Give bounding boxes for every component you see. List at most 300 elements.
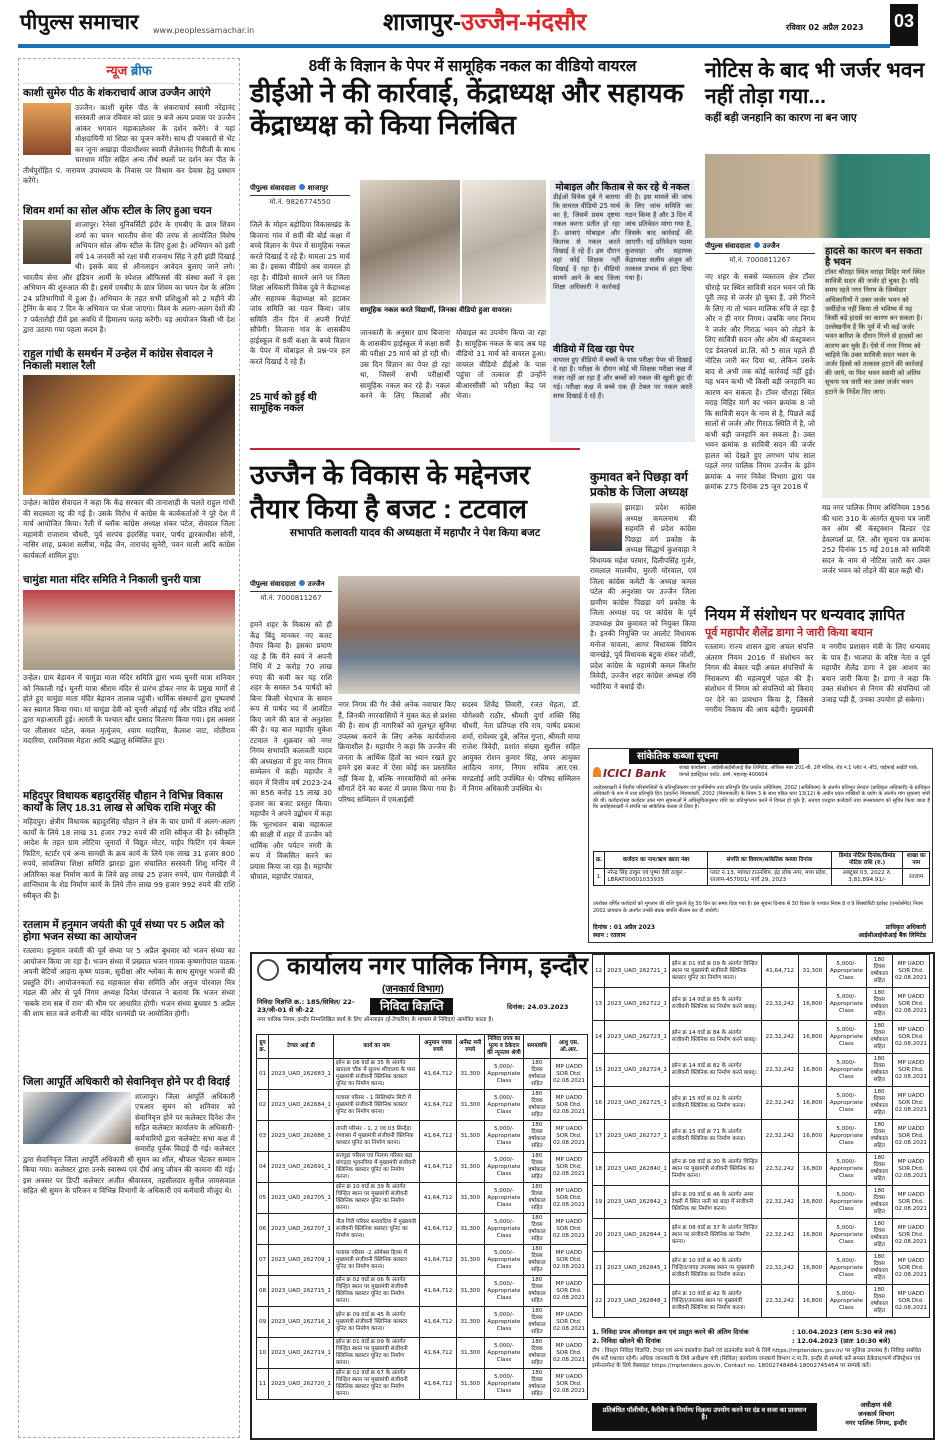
cell: झोन क्र 14 वार्ड क्र 82 के अंतर्गत संजीवनी क्लिनिक का निर्माण करने बाबद्।: [669, 1054, 761, 1087]
cell: 2023_UAD_262705_1: [269, 1183, 334, 1214]
brief-photo: [23, 103, 71, 155]
budget-text-3: सदस्य शिवेंद्र तिवारी, रजत मेहता, डॉ. योगेश्वरी राठौर, श्रीमती दुर्गा शक्ति सिंह चौधरी, नेता प्रतिपक्ष रवि राय, पार्षद प्रकाश शर्मा, रामेश्वर दुबे, अनिल गुप्ता, श्रीमती माया राजेश त्रिवेदी, प्रशांत संख्या सुशील सहित आयुक्त रोशन कुमार सिंह, अपर आयुक्त आदित्य नागर, निगम सचिव आर.एस. मण्डलोई आदि उपस्थित थे। परिषद सम्मिलन में निगम अधिकारी उपस्थित थे।: [462, 700, 580, 793]
cell: 180 दिवस वर्षाकाल सहित: [866, 1153, 892, 1186]
table-row: [257, 1245, 588, 1276]
cell: 180 दिवस वर्षाकाल सहित: [524, 1121, 551, 1152]
section-title-a: शाजापुर-: [383, 9, 461, 36]
cell: पलासा परिसर -2 ओमेक्स हिल्स में मुख्यमंत्री संजीवनी क्लिनिक क्लस्टर यूनिट का निर्माण करना।: [333, 1245, 419, 1276]
cell: 15: [593, 1054, 605, 1087]
cell: 16,800: [798, 988, 826, 1021]
brief-text: उज्जैन। काशी सुमेरु पीठ के शंकराचार्य स्वामी नरेंद्रानंद सरस्वती आज रविवार को प्रातः 9 बजे अल्प प्रवास पर उज्जैन आकर भगवान महाकालेश्वर के दर्शन करेंगे। वे यहां मोक्षदायिनी मां शिप्रा का पूजन करेंगे। साथ ही पत्रकारों से भेंट कर जूना अखाड़ा पीठाधीश्वर स्वामी शैलेशानंद गिरीजी के साथ चारधाम मंदिर सहित अन्य तीर्थ स्थलों पर दर्शन कर पीठ के तीर्थपुरोहित पं. नारायण उपाध्याय के निवास पर विश्राम कर देवास हेतु प्रस्थान करेंगे।: [23, 102, 235, 186]
box-text: टॉवर चौराहा स्थित वराहा मिहिर मार्ग स्थित सावित्री सदन की जर्जर हो चुका है। यदि समय रहते नगर निगम के जिम्मेदार अधिकारियों ने उक्त जर्जर भवन को जमींदोज नहीं किया तो भविष्य में यह किसी बड़े हादसे का कारण बन सकता है। उल्लेखनीय है कि पूर्व में भी कई जर्जर भवन बारिश के दौरान गिरने से हादसों का कारण बन चुके हैं। ऐसे में नगर निगम को चाहिये कि उक्त सावित्री सदन भवन के जर्जर हिस्से को तत्काल हटाने की कार्रवाई की जाये, या फिर भवन स्वामी को अंतिम सूचना पत्र जारी कर उक्त जर्जर भवन हटाने के निर्देश दिए जाएं।: [825, 268, 925, 396]
last-date-row: [592, 1328, 930, 1337]
cell: 2023_UAD_262722_1: [605, 988, 670, 1021]
brief-title: काशी सुमेरु पीठ के शंकराचार्य आज उज्जैन आएंगे: [23, 87, 211, 100]
cell: 02: [257, 1090, 269, 1121]
cell: 22,32,242: [762, 1186, 799, 1219]
cell: 180 दिवस वर्षाकाल सहित: [524, 1214, 551, 1245]
byline-city: शाजापुर: [307, 184, 329, 192]
cell: 180 दिवस वर्षाकाल सहित: [524, 1245, 551, 1276]
notice-byline: [705, 242, 815, 265]
cell: 5,000/- Appropriate Class: [827, 955, 866, 988]
col-header: कार्य का नाम: [333, 1035, 419, 1059]
cell: 19: [593, 1186, 605, 1219]
lead-story: [250, 58, 695, 438]
table-row: [593, 1153, 930, 1186]
cell: झोन क्र 08 वार्ड क्र 30 के अंतर्गत चिन्हित स्थान पर मुख्यमंत्री संजीवनी क्लिनिक का निर्माण करना।: [669, 1153, 761, 1186]
table-row: [593, 1087, 930, 1120]
cell: झोन क्र 09 वार्ड क्र 45 के अंतर्गत मुख्यमंत्री संजीवनी क्लिनिक क्लस्टर यूनिट का निर्माण करना।: [333, 1307, 419, 1338]
cell: 31,300: [456, 1152, 484, 1183]
cell: 31,300: [456, 1090, 484, 1121]
table-row: [257, 1090, 588, 1121]
cell: 41,64,712: [420, 1338, 456, 1369]
col-header: डिमांड नोटिस दिनांक/डिमांड नोटिस राशि (रु.): [831, 852, 903, 869]
cell: 5,000/- Appropriate Class: [827, 1252, 866, 1285]
cell: झोन क्र 14 वार्ड क्र 85 के अंतर्गत संजीवनी क्लिनिक का निर्माण करने बाबद्।: [669, 988, 761, 1021]
cell: 41,64,712: [420, 1121, 456, 1152]
masthead-rule: [18, 44, 890, 48]
cell: 16,800: [798, 1252, 826, 1285]
cell: 180 दिवस वर्षाकाल सहित: [866, 1186, 892, 1219]
cell: झोन क्र 15 वार्ड क्र 71 के अंतर्गत संजीवनी क्लिनिक का निर्माण करना।: [669, 1120, 761, 1153]
cell: 5,000/- Appropriate Class: [484, 1307, 523, 1338]
cell: MP UADD SOR Dtd. 02.08.2021: [892, 1054, 929, 1087]
box-text-2: वायरल हुए वीडियो में बच्चों के पास परीक्षा पेपर भी दिखाई दे रहा है। परीक्षा के दौरान कोई भी शिक्षक परीक्षा कक्ष में नजर नहीं आ रहा है और बच्चों को नकल की खुली छूट दी गई। परीक्षा कक्ष में बच्चे एक ही टेबल पर नकल करते साफ दिखाई दे रहे हैं।: [553, 355, 692, 400]
budget-byline: [250, 580, 332, 603]
cell: 17: [593, 1120, 605, 1153]
kumawat-photo: [590, 503, 622, 551]
cell: 41,64,712: [420, 1059, 456, 1090]
notice-title: सांकेतिक कब्जा सूचना: [629, 749, 799, 764]
box-text: डीईओ विवेक दुबे ने बताया कि वायरल वीडियो 25 मार्च का है, जिसमें प्रथम दृष्टया नकल करना प्रतीत हो रहा है। छात्राएं मोबाइल और किताब से नकल करते दिखाई दे रहे हैं। इस दौरान वहां कोई शिक्षक नहीं दिखाई दे रहा है। वीडियो सामने आने के बाद जिला शिक्षा अधिकारी ने कार्रवाई की है। इस मामले की जांच के लिए जांच समिति का गठन किया है और 3 दिन में जांच प्रतिवेदन मांगा गया है, जिसके बाद कार्रवाई की जाएगी। नई प्रतिवेदन पदमा कुशवाहा और सहायक केंद्राध्यक्ष सलीम अंजुम को तत्काल प्रभाव से हटा दिया गया है।: [553, 193, 692, 292]
cell: 10: [257, 1338, 269, 1369]
opening-date-value: : 12.04.2023 (प्रातः 10:30 बजे): [792, 1337, 891, 1345]
cell: नील गिरी परिसर सनावदिया में मुख्यमंत्री संजीवनी क्लिनिक क्लस्टर यूनिट का निर्माण करना।: [333, 1214, 419, 1245]
table-row: [593, 1054, 930, 1087]
cell: MP UADD SOR Dtd. 02.08.2021: [892, 1219, 929, 1252]
cell: 5,000/- Appropriate Class: [484, 1338, 523, 1369]
brief-title: रतलाम में हनुमान जयंती की पूर्व संध्या पर 5 अप्रैल को होगा भजन संध्या का आयोजन: [23, 919, 225, 943]
cell: 22,32,242: [762, 988, 799, 1021]
cell: 22,32,242: [762, 1087, 799, 1120]
reporter-mobile: मो.नं. 7000811267: [260, 594, 322, 602]
niyam-story: [705, 607, 930, 743]
cell: 2023_UAD_262844_1: [605, 1219, 670, 1252]
brief-title: चामुंडा माता मंदिर समिति ने निकाली चुनरी यात्रा: [23, 574, 201, 587]
notice-text: नए शहर के सबसे व्यस्ततम क्षेत्र टॉवर चौराहे पर स्थित सावित्री सदन भवन जो कि पूरी तरह से जर्जर हो चुका है, उसे गिराने के लिए ना तो भवन मालिक रुचि ले रहा है और न ही नगर निगम। जबकि नगर निगम ने जर्जर और गिराऊ भवन को तोड़ने के लिए सावित्री सदन और ओम श्री कंस्ट्रक्शन एंड डेवलपर्स प्रा.लि. को 5 साल पहले ही नोटिस जारी कर दिया था, लेकिन उसके बाद से अभी तक कोई कार्रवाई नहीं हुई। यह भवन कभी भी किसी बड़ी जनहानि का कारण बन सकता है। टॉवर चौराहा स्थित वराह मिहिर मार्ग का भवन क्रमांक 8 जो कि सावित्री सदन के नाम से है, पिछले कई सालों से जर्जर और गिराऊ स्थिति में है, जो कभी बड़ी जनहानि कर सकता है। उक्त भवन क्रमांक 8 सावित्री सदन की जर्जर हालत को देखते हुए लगभग पांच साल पहले नगर पालिक निगम उज्जैन के झोन क्रमांक 4 नगर निवेश विभाग द्वारा पत्र क्रमांक 275 दिनांक 25 जून 2018 में: [705, 272, 815, 491]
table-row: [257, 1121, 588, 1152]
col-header: शाखा का नाम: [903, 852, 930, 869]
cell: 16: [593, 1087, 605, 1120]
brief-item: [23, 349, 235, 572]
cell: 5,000/- Appropriate Class: [484, 1276, 523, 1307]
brief-item: [23, 206, 235, 347]
cell: 09: [257, 1307, 269, 1338]
cell: झोन क्र 01 वार्ड क्र 09 के अंतर्गत चिन्हित स्थान पर मुख्यमंत्री संजीवनी क्लिनिक क्लस्टर यूनिट का निर्माण करना।: [333, 1338, 419, 1369]
cell: 2023_UAD_262686_1: [269, 1121, 334, 1152]
cell: 16,800: [798, 1186, 826, 1219]
col-header: टेण्डर आई डी: [269, 1035, 334, 1059]
brief-photo: [23, 590, 235, 670]
tender-table-left: [256, 1034, 588, 1400]
notice-headline: नोटिस के बाद भी जर्जर भवन नहीं तोड़ा गया...: [705, 59, 925, 108]
cell: 180 दिवस वर्षाकाल सहित: [524, 1307, 551, 1338]
budget-story: [250, 448, 580, 943]
table-row: [593, 1186, 930, 1219]
branch-office: शाखा कार्यालय : आईसीआईसीआई बैंक लिमिटेड, ऑफिस नंबर 201-बी, 2री मंजिल, रोड नं.1 प्लॉट नं.-बी3, वाईफाई आईटी पार्क, वागले इंडस्ट्रियल एस्टेट, ठाणे, महाराष्ट्र-400604: [679, 765, 919, 778]
cell: 180 दिवस वर्षाकाल सहित: [866, 955, 892, 988]
cell: 16,800: [798, 1120, 826, 1153]
cell: 13: [593, 988, 605, 1021]
label-news: न्यूज: [106, 63, 131, 78]
cell: 18: [593, 1153, 605, 1186]
table-row: [593, 1021, 930, 1054]
brief-text: रतलाम। हनुमान जयंती की पूर्व संध्या पर 5 अप्रैल बुधवार को भजन संध्या का आयोजन किया जा रहा है। भजन संध्या में प्रख्यात भजन गायक कृष्णगोपाल पाठक अपनी बेटियों आहना कृष्ण पाठक, सुदीक्षा और श्लोका के साथ सुमधुर भजनों की प्रस्तुति देंगे। आयोजनकर्ता रुद्र महाकाल सेवा समिति और अनुज पोरवाल मित्र मंडल की ओर से पूर्व निगम अध्यक्ष दिनेश पोरवाल ने बताया कि भजन संध्या 'सबके राम सब में राम' की थीम पर आधारित होगी। भजन संध्या बुधवार 5 अप्रैल की शाम सात बजे शनीजी का मंदिर धानमंडी पर आयोजित होगी।: [23, 946, 235, 1019]
budget-photo: [338, 576, 580, 694]
cell: 2023_UAD_262709_1: [269, 1245, 334, 1276]
table-row: [257, 1183, 588, 1214]
kumawat-text: झारड़ा। प्रदेश कांग्रेस अध्यक्ष कमलनाथ की सहमति से प्रदेश कांग्रेस पिछड़ा वर्ग प्रकोष्ठ के अध्यक्ष सिद्धार्थ कुशवाहा ने विधायक महेश परमार, दिलीपसिंह गुर्जर, रामलाल मालवीय, मुरली मोरवाल, एवं जिला कांग्रेस कमेटी के अध्यक्ष कमल पटेल की अनुशंसा पर उज्जैन जिला ग्रामीण कांग्रेस पिछड़ा वर्ग प्रकोष्ठ के जिला अध्यक्ष पद पर कांग्रेस के पूर्व उपाध्यक्ष प्रेम कुमावत को नियुक्त किया है। इनकी नियुक्ति पर आलोट विधायक मनोज चावला, आगर विधायक विपिन वानखेड़े, पूर्व विधायक बटुक शंकर जोशी, प्रदेश कांग्रेस के महामंत्री कमल किशोर त्रिवेदी, उज्जैन शहर कांग्रेस अध्यक्ष रवि भदौरिया ने बधाई दी।: [590, 503, 697, 691]
table-row: [257, 1059, 588, 1090]
cell: 22,32,242: [762, 1285, 799, 1318]
cell: झोन क्र 08 वार्ड क्र 35 के अंतर्गत खातला चौक में सुलभ शौचालय के पास मुख्यमंत्री संजीवनी क्लिनिक क्लस्टर यूनिट का निर्माण करना।: [333, 1059, 419, 1090]
news-brief-column: [18, 58, 240, 1438]
byline-reporter: पीपुल्स संवाददाता: [705, 242, 751, 250]
cell: 5,000/- Appropriate Class: [827, 1120, 866, 1153]
kumawat-headline: कुमावत बने पिछड़ा वर्ग प्रकोष्ठ के जिला अध्यक्ष: [590, 470, 688, 499]
notice-date-place: [593, 924, 655, 940]
cell: 5,000/- Appropriate Class: [484, 1152, 523, 1183]
table-row: [593, 1285, 930, 1318]
cell: 2023_UAD_262684_1: [269, 1090, 334, 1121]
table-row: [593, 988, 930, 1021]
tender-dates: [592, 1328, 930, 1346]
cell: 06: [257, 1214, 269, 1245]
brief-text: शाजापुर। रेनेसां यूनिवर्सिटी इंदौर के एमबीए के छात्र शिवम शर्मा का चयन भारतीय सेना की तरफ से आयोजित विशेष अभियान सोल ऑफ स्टील के लिए हुआ है। अभियान को इसी वर्ष 14 जनवरी को रक्षा मंत्री राजनाथ सिंह ने हरी झंडी दिखाई थी। इसके बाद से ऑनलाइन आवेदन बुलाए जाने लगे। भारतीय सेना और इंडियन आर्मी के स्पेशल ऑफिसर्स की संस्था क्लॉ ने इस अभियान की शुरुआत की है। इसमें एमबीए के छात्र शिवम का चयन देश के अंतिम 24 प्रतिभागियों में हुआ है। अभियान के तहत सभी प्रशिक्षुओं को 2 महीने की ट्रेनिंग के बाद 7 दिन के अभियान पर भेजा जाएगा। विश्व के अलग-अलग देशों की 7 पर्वतारोही टीमें इस अवधि में हिमालय फतह करेंगी। यह आयोजन किसी भी देश द्वारा उठाया गया पहला कदम है।: [23, 220, 235, 335]
table-row: [257, 1276, 588, 1307]
cell: 41,64,712: [420, 1245, 456, 1276]
cell: 2023_UAD_262707_1: [269, 1214, 334, 1245]
col-header: क्र.: [594, 852, 605, 869]
cell: 5,000/- Appropriate Class: [484, 1369, 523, 1400]
cell: 180 दिवस वर्षाकाल सहित: [866, 1054, 892, 1087]
cell: झोन क्र 01 वार्ड क्र 09 के अंतर्गत चिन्हित स्थान पर मुख्यमंत्री संजीवनी क्लिनिक क्लस्टर यूनिट का निर्माण करना।: [669, 955, 761, 988]
section-title-b: उज्जैन-मंदसौर: [461, 9, 587, 36]
cell: 180 दिवस वर्षाकाल सहित: [866, 1087, 892, 1120]
cell: झोन क्र 02 वार्ड क्र 67 के अंतर्गत चिन्हित स्थान पर मुख्यमंत्री संजीवनी क्लिनिक क्लस्टर यूनिट का निर्माण करना।: [333, 1369, 419, 1400]
col-header: ग्रुप क्र.: [257, 1035, 269, 1059]
byline-city: उज्जैन: [762, 242, 780, 250]
byline-reporter: पीपुल्स संवाददाता: [250, 184, 296, 192]
cell: झोन क्र 08 वार्ड क्र 37 के अंतर्गत चिन्हित स्थान पर संजीवनी क्लिनिक का निर्माण करना।: [669, 1219, 761, 1252]
cell: 08: [257, 1276, 269, 1307]
table-row: [257, 1338, 588, 1369]
byline-reporter: पीपुल्स संवाददाता: [250, 580, 296, 588]
brief-photo: [23, 375, 235, 495]
cell: 2023_UAD_262848_1: [605, 1285, 670, 1318]
opening-date-row: [592, 1337, 930, 1346]
cell: 180 दिवस वर्षाकाल सहित: [866, 1252, 892, 1285]
table-row: [593, 1219, 930, 1252]
brief-item: [23, 791, 235, 917]
cell: 14: [593, 1021, 605, 1054]
notice-text-2: मप्र नगर पालिक निगम अधिनियम 1956 की धारा 310 के अंतर्गत सूचना पत्र जारी कर ओम श्री कंस्ट्रक्शन बिल्डर एंड डेवलपर्स प्रा. लि. और सूचना पत्र क्रमांक 252 दिनांक 15 मई 2018 को सावित्री सदन के नाम से नोटिस जारी कर उक्त जर्जर भवन को तोड़ने की बात कही थी।: [822, 503, 930, 575]
brief-text: उन्हेल। ग्राम बेड़ावन में चामुंडा माता मंदिर समिति द्वारा भव्य चुनरी यात्रा शनिवार को निकाली गई। चुनरी यात्रा श्रीराम मंदिर से प्रारंभ होकर नगर के प्रमुख मार्गों से होते हुए चामुंडा माता मंदिर बेड़ावन तालाब पहुंची। धार्मिक संस्थानों द्वारा पुष्पवर्षा कर स्वागत किया गया। मां चामुंडा देवी को चुनरी ओढ़ाई गई और पंडित रविंद्र शर्मा द्वारा महाआरती हुई। आरती के पश्चात खीर प्रसाद वितरण किया गया। इस अवसर पर लीलाधर पटेल, कमल मृत्युंजय, श्याम मदारिया, कैलाश जाट, मोतीराम मदारिया, रामनिवास मेहता आदि श्रद्धालु सम्मिलित हुए।: [23, 673, 235, 746]
cell: 2023_UAD_262683_1: [269, 1059, 334, 1090]
bullet-icon: [299, 580, 305, 586]
brief-title: शिवम शर्मा का सोल ऑफ स्टील के लिए हुआ चयन: [23, 204, 212, 217]
cell: 31,300: [456, 1307, 484, 1338]
box-title-2: वीडियो में दिख रहा पेपर: [553, 344, 634, 356]
cell: 2023_UAD_262720_1: [269, 1369, 334, 1400]
tender-date: दिनांक: 24.03.2023: [507, 1003, 569, 1011]
cell: ताप्ती परिसर - 1, 2 एवं 03 सिन्देड़ा रंगवासा में मुख्यमंत्री संजीवनी क्लिनिक क्लस्टर यूनिट का निर्माण करना।: [333, 1121, 419, 1152]
cell: 2023_UAD_262845_1: [605, 1252, 670, 1285]
cell: 41,64,712: [420, 1214, 456, 1245]
cell: पलासा परिसर - 1 सिलिकॉन सिटी में मुख्यमंत्री संजीवनी क्लिनिक क्लस्टर यूनिट का निर्माण करना।: [333, 1090, 419, 1121]
cell: झोन क्र 14 वार्ड क्र 84 के अंतर्गत संजीवनी क्लिनिक का निर्माण करने बाबद्।: [669, 1021, 761, 1054]
niyam-subhead: पूर्व महापौर शैलेंद्र डागा ने जारी किया बयान: [705, 627, 873, 640]
notice-place: स्थान : रतलाम: [593, 932, 626, 939]
brief-text: महिदपुर। क्षेत्रीय विधायक बहादुरसिंह चौहान ने क्षेत्र के चार ग्रामों में अलग-अलग कार्यों के लिये 18 लाख 31 हजार 792 रुपये की राशि स्वीकृत की है। स्वीकृति आदेश के तहत ग्राम लोटिया जुनार्दा में विद्युत मोटर, पाईप फिटिंग एवं केबल फिटिंग, स्टार्टर एवं अन्य सामग्री के क्रय कार्य के लिये एक लाख 31 हजार 800 रुपये, सांवलिया शिक्षा समिति झारड़ा द्वारा संचालित सरस्वती शिशु मन्दिर में अतिरिक्त कक्ष निर्माण कार्य के लिये छह लाख 25 हजार रुपये, ग्राम गेलाखेड़ी में शान्तिधाम के शेड निर्माण कार्य के लिये तीन लाख 99 हजार 992 रुपये की राशि स्वीकृत की है।: [23, 817, 235, 900]
cell: 5,000/- Appropriate Class: [827, 1219, 866, 1252]
brief-title: राहुल गांधी के समर्थन में उन्हेल में कांग्रेस सेवादल ने निकाली मशाल रैली: [23, 348, 213, 372]
cell: 16,800: [798, 1285, 826, 1318]
cell: 180 दिवस वर्षाकाल सहित: [866, 1285, 892, 1318]
niyam-headline: नियम में संशोधन पर धन्यवाद ज्ञापित: [705, 607, 905, 624]
cell: 5,000/- Appropriate Class: [827, 1054, 866, 1087]
cell: 41,64,712: [420, 1369, 456, 1400]
cell: MP UADD SOR Dtd. 02.08.2021: [550, 1307, 587, 1338]
tender-intro: नगर पालिक निगम, इन्दौर निम्नलिखित कार्य के लिए ऑनलाइन (ई-टेण्डरिंग) के माध्यम से निविदाएं आमंत्रित करता है।: [257, 1017, 494, 1023]
sign-title: अधीक्षण यंत्री: [860, 1401, 892, 1409]
notice-subhead: कहीं बड़ी जनहानि का कारण ना बन जाए: [705, 112, 857, 124]
cell: झोन क्र 15 वार्ड क्र 02 के अंतर्गत संजीवनी क्लिनिक का निर्माण करना।: [669, 1087, 761, 1120]
brief-item: [23, 575, 235, 788]
cell: MP UADD SOR Dtd. 02.08.2021: [550, 1183, 587, 1214]
cell: 22,32,242: [762, 1021, 799, 1054]
col-header: समयावधि: [524, 1035, 551, 1059]
tender-title: कार्यालय नगर पालिक निगम, इन्दौर: [287, 953, 589, 980]
cell: 5,000/- Appropriate Class: [827, 1021, 866, 1054]
cell: MP UADD SOR Dtd. 02.08.2021: [550, 1059, 587, 1090]
cell: 5,000/- Appropriate Class: [484, 1183, 523, 1214]
notice-sidebar-box: [822, 243, 930, 498]
brief-photo: [23, 220, 71, 264]
cell: 31,300: [456, 1276, 484, 1307]
opening-date-label: 2. निविदा खोलने की दिनांक: [592, 1337, 661, 1345]
notice-text: अधोहस्ताक्षरी ने वित्तीय परिसंपत्तियों के प्रतिभूतिकरण एवं पुनर्निर्माण तथा प्रतिभूति हित प्रवर्तन अधिनियम, 2002 (अधिनियम) के अंतर्गत प्रतिभूत लेनदार (प्राधिकृत अधिकारी) के प्राधिकृत अधिकारी के रूप में तथा प्रतिभूति हित (प्रवर्तन) नियमावली, 2002 (नियमावली) के नियम 3 के साथ पठित धारा 13(12) के अधीन प्रदत्त शक्तियों के प्रयोग के अंतर्गत मांग सूचनाएं जारी की थीं। कर्जदार/सह कर्जदार उक्त मांग सूचनाओं में अधिसूचितानुसार राशि का प्रतिभुगतान करने में विफल हो चुके हैं, अतएव एतद्वारा कर्जदारों तथा जनसाधारण को सूचित किया जाता है कि अधोहस्ताक्षरी ने संपत्ति का सांकेतिक कब्जा ले लिया है।: [593, 785, 930, 811]
kumawat-story: [590, 470, 696, 740]
col-header: कर्जदार का नाम/ऋण खाता नंबर: [605, 852, 708, 869]
table-row: [257, 1307, 588, 1338]
cell: MP UADD SOR Dtd. 02.08.2021: [892, 1186, 929, 1219]
sign-org: नगर पालिक निगम, इन्दौर: [845, 1419, 907, 1427]
cell: MP UADD SOR Dtd. 02.08.2021: [892, 1285, 929, 1318]
cell: 22,32,242: [762, 1054, 799, 1087]
cell: झोन क्र 10 वार्ड क्र 42 के अंतर्गत चिन्हित/उपलब्ध स्थान पर मुख्यमंत्री संजीवनी क्लिनिक का निर्माण करना।: [669, 1285, 761, 1318]
story-rule: [250, 448, 580, 450]
cell: रतलाम: [903, 869, 930, 886]
bank-icon: [593, 767, 601, 777]
cell: 5,000/- Appropriate Class: [827, 1186, 866, 1219]
table-row: [594, 869, 930, 886]
lead-subhead: 25 मार्च को हुई थी सामूहिक नकल: [250, 392, 317, 414]
cell: सतपुड़ा परिसर एवं निलाम परिसर बड़ा बांगड़दा भुवनपिया में मुख्यमंत्री संजीवनी क्लिनिक क्लस्टर यूनिट का निर्माण करना।: [333, 1152, 419, 1183]
notice-signatory: [858, 924, 926, 940]
brief-item: [23, 920, 235, 1074]
cell: 5,000/- Appropriate Class: [827, 988, 866, 1021]
cell: नरेन्द्र सिंह ठाकुर एवं पुष्पा देवी ठाकुर - LBRAT00001033935: [605, 869, 708, 886]
cell: 2023_UAD_262691_1: [269, 1152, 334, 1183]
cell: 16,800: [798, 1054, 826, 1087]
cell: MP UADD SOR Dtd. 02.08.2021: [550, 1276, 587, 1307]
cell: MP UADD SOR Dtd. 02.08.2021: [550, 1152, 587, 1183]
cell: MP UADD SOR Dtd. 02.08.2021: [550, 1245, 587, 1276]
cell: झोन क्र 10 वार्ड क्र 39 के अंतर्गत चिन्हित स्थान पर मुख्यमंत्री संजीवनी क्लिनिक क्लस्टर यूनिट का निर्माण करना।: [333, 1183, 419, 1214]
cell: 2023_UAD_262840_1: [605, 1153, 670, 1186]
col-header: संपत्ति का विवरण/सांकेतिक कब्जा दिनांक: [708, 852, 832, 869]
table-row: [257, 1152, 588, 1183]
cell: अक्टूबर 03, 2022 रु. 3,81,894.91/-: [831, 869, 903, 886]
photo-caption: सामूहिक नकल करते विद्यार्थी, जिनका वीडियो हुआ वायरल।: [360, 306, 512, 314]
budget-subhead: सभापति कलावती यादव की अध्यक्षता में महापौर ने पेश किया बजट: [289, 527, 541, 539]
cell: MP UADD SOR Dtd. 02.08.2021: [892, 1153, 929, 1186]
brief-photo: [23, 1092, 131, 1144]
table-row: [257, 1214, 588, 1245]
cell: 31,300: [456, 1338, 484, 1369]
cell: 2023_UAD_262719_1: [269, 1338, 334, 1369]
cell: 31,300: [456, 1183, 484, 1214]
lead-text-2: जानकारी के अनुसार ग्राम बिजाना के शासकीय हाईस्कूल में कक्षा 8वीं की परीक्षा 25 मार्च को हो रही थी। उस दिन विज्ञान का पेपर हो रहा था, जिसमें सभी परीक्षार्थी सामूहिक नकल कर रहे हैं। नकल करने के लिए किताबों और मोबाइल का उपयोग किया जा रहा है। सामूहिक नकल के बाद अब यह वीडियो 31 मार्च को वायरल हुआ। वायरल वीडियो डीईओ के पास पहुंचा तो तत्काल ही उन्होंने बीआरसीसी को परीक्षा केंद्र पर भेजा।: [360, 328, 546, 400]
budget-text: हमने शहर के विकास को ही केंद्र बिंदु मानकर नए बजट तैयार किया है। इसका प्रमाण यह है कि मैंने स्वयं ने अपनी निधि में 2 करोड़ 70 लाख रुपए की कमी कर यह राशि शहर के समस्त 54 पार्षदों को बिना किसी भेदभाव के समान रूप से पार्षद मद में आवंटित किए जाने की बात से अनुशंसा की है। यह बात महापौर मुकेश टटवाल ने शुक्रवार को नगर निगम सभापति कलावती यादव की अध्यक्षता में हुए नगर निगम सम्मेलन में कही। महापौर ने सदन में वित्तीय वर्ष 2023-24 का 856 करोड़ 15 लाख 30 हजार का बजट प्रस्तुत किया। महापौर ने अपने उद्बोधन में कहा कि भूतभावन बाबा महाकाल की साक्षी में शहर में उज्जैन को धार्मिक और पर्यटन नगरी के रूप में विकसित करने का प्रयास किया जा रहा है। महापौर चौपाल, महापौर पंचायत,: [250, 620, 332, 881]
icici-logo: [593, 767, 666, 780]
cell: 41,64,712: [420, 1307, 456, 1338]
col-header: अर्नेस्ट मनी रुपये: [456, 1035, 484, 1059]
cell: 5,000/- Appropriate Class: [827, 1285, 866, 1318]
col-header: अनुमान पत्रक रुपये: [420, 1035, 456, 1059]
sign-title: प्राधिकृत अधिकारी: [885, 924, 926, 931]
budget-headline: उज्जैन के विकास के मद्देनजर तैयार किया है बजट : टटवाल: [250, 460, 530, 524]
last-date-label: 1. निविदा प्रपत्र ऑनलाइन क्रय एवं प्रस्तुत करने की अंतिम दिनांक: [592, 1328, 749, 1336]
sign-dept: जनकार्य विभाग: [857, 1410, 895, 1418]
cell: 180 दिवस वर्षाकाल सहित: [524, 1369, 551, 1400]
cell: 31,300: [456, 1214, 484, 1245]
cell: MP UADD SOR Dtd. 02.08.2021: [892, 1120, 929, 1153]
lead-sidebar-box: [550, 180, 695, 442]
cell: प्लाट नं.13, म्यांवत टाउनशिप, इंद्र लोक नगर, मध्य प्रदेश, रतलाम-457001/ मार्च 29, 2023: [708, 869, 832, 886]
cell: 180 दिवस वर्षाकाल सहित: [866, 1021, 892, 1054]
reporter-mobile: मो.नं. 7000811267: [729, 256, 791, 264]
cell: MP UADD SOR Dtd. 02.08.2021: [550, 1338, 587, 1369]
tender-remark: टीप : विस्तृत निविदा विज्ञप्ति, टेण्डर एवं अन्य दस्तावेज देखने एवं डाउनलोड करने के लिये https://mptenders.gov.in/ पर सुविधा उपलब्ध है। निविदा संबंधित शेष शर्तें यथावत रहेगी। अधिक जानकारी के लिये अधीक्षण यंत्री (सिविल) कार्यालय जनकार्य विभाग न.पा.नि. इन्दौर से सम्पर्क करें समस्त ठेकेदार/फर्म रजिस्ट्रेशन एवं इम्पेनलमेन्ट के लिये वेबसाइट https://mptenders.gov.in, Contact no. 18002748484-18002745454 पर सम्पर्क करें।: [592, 1348, 922, 1369]
icici-possession-notice: [588, 748, 933, 943]
cell: 22,32,242: [762, 1252, 799, 1285]
cell: 180 दिवस वर्षाकाल सहित: [524, 1338, 551, 1369]
cell: 180 दिवस वर्षाकाल सहित: [866, 1219, 892, 1252]
cell: 1.: [594, 869, 605, 886]
cell: 31,300: [456, 1059, 484, 1090]
cell: 41,64,712: [420, 1276, 456, 1307]
cell: MP UADD SOR Dtd. 02.08.2021: [550, 1121, 587, 1152]
budget-text-2: नगर निगम की गैर जैसे अनेक नवाचार किए हैं, जिनकी नगरवासियों ने मुक्त कंठ से प्रशंसा की है। साथ ही नागरिकों को मूलभूत सुविधा उपलब्ध कराने के लिए अनेक कार्ययोजना क्रियाशील है। महापौर ने कहा कि उज्जैन की जनता के आर्थिक हितों का ध्यान रखते हुए हमने इस बजट में ऐसा कोई कर प्रस्तावित नहीं किया है, बल्कि नगरवासियों को अनेक सौगातें देने का बजट में प्रयास किया गया है। परिषद सम्मिलन में एमआईसी: [338, 700, 456, 804]
cell: झोन क्र 02 वार्ड क्र 06 के अंतर्गत चिन्हित स्थान पर मुख्यमंत्री संजीवनी क्लिनिक क्लस्टर यूनिट का निर्माण करना।: [333, 1276, 419, 1307]
cell: 41,64,712: [762, 955, 799, 988]
cell: 180 दिवस वर्षाकाल सहित: [866, 1120, 892, 1153]
cell: 16,800: [798, 1087, 826, 1120]
brief-text: शाजापुर। जिला आपूर्ति अधिकारी एचआर सुमन को शनिवार को सेवानिवृत्त होने पर कलेक्टर दिनेश जैन सहित कलेक्टर कार्यालय के अधिकारी-कर्मचारियों द्वारा कलेक्टेट सभा कक्ष में समारोह पूर्वक विदाई दी गई। कलेक्टर द्वारा सेवानिवृत्त जिला आपूर्ति अधिकारी श्री सुमन का शॉल, श्रीफल भेंटकर सम्मान किया गया। कलेक्टर द्वारा उनके स्वास्थ्य एवं दीर्घ आयु जीवन की कामना की गई। इस अवसर पर डिप्टी कलेक्टर अजीत श्रीवास्तव, तहसीलदार सुनील जायसवाल सहित श्री सुमन के परिजन व विभिन्न विभागों के अधिकारी एवं कर्मचारी मौजूद थे।: [23, 1091, 235, 1196]
bank-name: ICICI Bank: [603, 767, 667, 780]
sign-org: आईसीआईसीआई बैंक लिमिटेड: [858, 932, 926, 939]
bullet-icon: [754, 242, 760, 248]
cell: 22,32,242: [762, 1120, 799, 1153]
cell: 16,800: [798, 1153, 826, 1186]
cell: MP UADD SOR Dtd. 02.08.2021: [892, 1252, 929, 1285]
cell: 31,300: [456, 1369, 484, 1400]
cell: 2023_UAD_262723_1: [605, 1021, 670, 1054]
cell: 180 दिवस वर्षाकाल सहित: [524, 1152, 551, 1183]
site-url[interactable]: www.peoplessamachar.in: [153, 26, 255, 35]
cell: 22: [593, 1285, 605, 1318]
masthead: [18, 8, 928, 46]
table-row: [257, 1369, 588, 1400]
cell: 41,64,712: [420, 1183, 456, 1214]
cell: MP UADD SOR Dtd. 02.08.2021: [550, 1214, 587, 1245]
tender-table-right: [592, 954, 930, 1318]
cell: 2023_UAD_262725_1: [605, 1087, 670, 1120]
cell: MP UADD SOR Dtd. 02.08.2021: [892, 1021, 929, 1054]
emblem-icon: [257, 959, 279, 981]
cell: 180 दिवस वर्षाकाल सहित: [524, 1059, 551, 1090]
cell: 31,300: [456, 1245, 484, 1276]
cell: MP UADD SOR Dtd. 02.08.2021: [892, 955, 929, 988]
tender-signatory: [822, 1401, 930, 1428]
notice-footer: उपरोक्त वर्णित कर्जदारों को भुगतान की राशि चुकाने हेतु 30 दिन का समय दिया गया है। इस सूचना दिनांक से 30 दिवस के पश्चात नियम 8 व 9 सिक्योरिटी इंटरेस्ट (एन्फोर्समेंट) नियम 2002 प्रावधान के अंतर्गत उनकी बंधक संपत्ति नीलाम कर दी जायेगी।: [593, 901, 924, 914]
notice-story: [705, 58, 930, 603]
header-row: [257, 1035, 588, 1059]
bullet-icon: [299, 184, 305, 190]
cell: 2023_UAD_262842_1: [605, 1186, 670, 1219]
cell: 05: [257, 1183, 269, 1214]
cell: 07: [257, 1245, 269, 1276]
cell: MP UADD SOR Dtd. 02.08.2021: [892, 1087, 929, 1120]
cell: 11: [257, 1369, 269, 1400]
cell: 180 दिवस वर्षाकाल सहित: [524, 1276, 551, 1307]
lead-photo-2: [462, 180, 546, 304]
table-row: [593, 1252, 930, 1285]
page-number: 03: [890, 4, 918, 46]
brief-title: महिदपुर विधायक बहादुरसिंह चौहान ने विभिन्न विकास कार्यों के लिए 18.31 लाख से अधिक राशि मंजूर की: [23, 790, 223, 814]
box-title: मोबाइल और किताब से कर रहे थे नकल: [555, 182, 690, 193]
cell: 180 दिवस वर्षाकाल सहित: [866, 988, 892, 1021]
cell: MP UADD SOR Dtd. 02.08.2021: [892, 988, 929, 1021]
logo: पीपुल्स समाचार: [20, 11, 139, 34]
table-row: [593, 955, 930, 988]
niyam-text: रतलाम। राज्य शासन द्वारा अचल संपत्ति अंतरण नियम 2016 में संशोधन कर निगम की बेकार पड़ी अचल संपत्तियों के निराकरण की महत्वपूर्ण पहल की है। संशोधन में निगम को संपत्तियों को किराए पर देने का प्रावधान किया है, जिससे नगरीय निकाय की आय बढ़ेगी। मुख्यमंत्री व नगरीय प्रशासन मंत्री के लिए धन्यवाद के पात्र हैं। भाजपा के वरिष्ठ नेता व पूर्व महापौर शैलेंद्र डागा ने इस आशय का बयान जारी किया है। डागा ने कहा कि उक्त संशोधन से निगम की संपत्तियां जो उजाड़ पड़ी हैं, उनका उपयोग हो सकेगा।: [705, 642, 930, 715]
cell: 2023_UAD_262716_1: [269, 1307, 334, 1338]
cell: MP UADD SOR Dtd. 02.08.2021: [550, 1090, 587, 1121]
cell: 2023_UAD_262724_1: [605, 1054, 670, 1087]
cell: 41,64,712: [420, 1090, 456, 1121]
cell: 5,000/- Appropriate Class: [484, 1121, 523, 1152]
brief-item: [23, 1077, 235, 1292]
lead-headline: डीईओ ने की कार्रवाई, केंद्राध्यक्ष और सहायक केंद्राध्यक्ष को किया निलंबित: [250, 78, 684, 141]
cell: 5,000/- Appropriate Class: [484, 1214, 523, 1245]
cell: 03: [257, 1121, 269, 1152]
cell: 16,800: [798, 1021, 826, 1054]
col-header: आधु एस. ओ.आर.: [550, 1035, 587, 1059]
